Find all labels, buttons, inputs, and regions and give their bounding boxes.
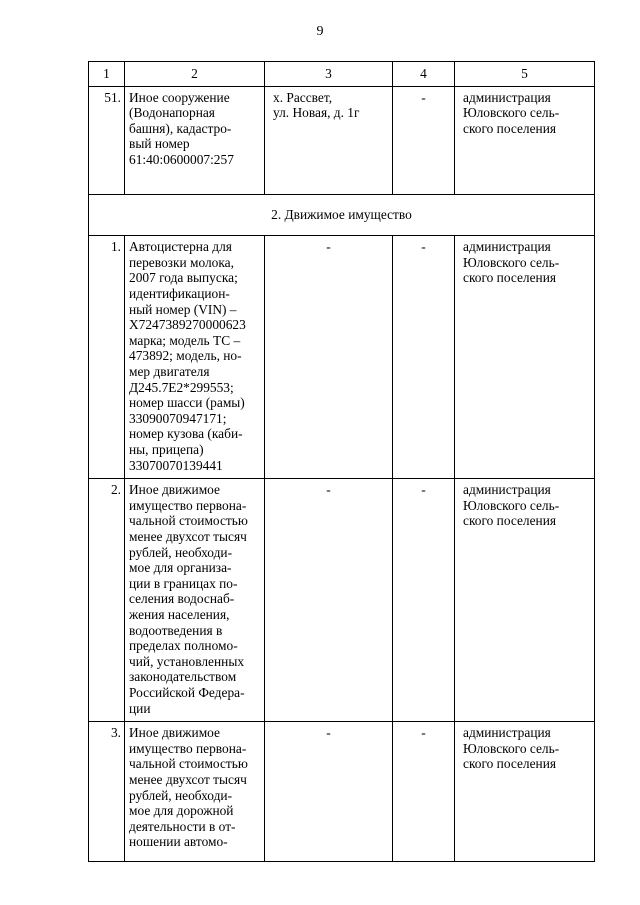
object-name: Иное движимое имущество первона- чальной стоимостью менее двухсот тысяч рублей, необходи- мое для дорожной деятельности в от- ношении автомо- bbox=[125, 722, 265, 862]
section-title: 2. Движимое имущество bbox=[89, 194, 595, 236]
object-address: - bbox=[265, 479, 393, 722]
header-row bbox=[89, 62, 595, 87]
object-col4: - bbox=[393, 236, 455, 479]
object-owner: администрация Юловского сель- ского поселения bbox=[455, 86, 595, 194]
table-row bbox=[89, 236, 595, 479]
object-owner: администрация Юловского сель- ского поселения bbox=[455, 236, 595, 479]
object-name: Автоцистерна для перевозки молока, 2007 года выпуска; идентификацион- ный номер (VIN) – X7247389270000623 марка; модель ТС – 473892; модель, но- мер двигателя Д245.7Е2*299553; номер шасси (рамы) 33090070947171; номер кузова (каби- ны, прицепа) 33070070139441 bbox=[125, 236, 265, 479]
page-number: 9 bbox=[316, 24, 324, 39]
table-row bbox=[89, 722, 595, 862]
object-owner: администрация Юловского сель- ского поселения bbox=[455, 722, 595, 862]
object-name: Иное сооружение (Водонапорная башня), кадастро- вый номер 61:40:0600007:257 bbox=[125, 86, 265, 194]
table-row bbox=[89, 86, 595, 194]
table-row bbox=[89, 479, 595, 722]
header-col-4: 4 bbox=[393, 62, 455, 87]
header-col-5: 5 bbox=[455, 62, 595, 87]
object-name: Иное движимое имущество первона- чальной стоимостью менее двухсот тысяч рублей, необходи- мое для организа- ции в границах по- селения водоснаб- жения населения, водоотведения в пределах полномо- чий, установленных законодательством Российской Федера- ции bbox=[125, 479, 265, 722]
object-col4: - bbox=[393, 722, 455, 862]
property-register-table bbox=[88, 61, 595, 862]
row-number: 2. bbox=[89, 479, 125, 722]
object-address: х. Рассвет, ул. Новая, д. 1г bbox=[265, 86, 393, 194]
object-address: - bbox=[265, 236, 393, 479]
row-number: 1. bbox=[89, 236, 125, 479]
header-col-2: 2 bbox=[125, 62, 265, 87]
object-address: - bbox=[265, 722, 393, 862]
header-col-1: 1 bbox=[89, 62, 125, 87]
row-number: 3. bbox=[89, 722, 125, 862]
section-row bbox=[89, 194, 595, 236]
row-number: 51. bbox=[89, 86, 125, 194]
object-col4: - bbox=[393, 479, 455, 722]
object-col4: - bbox=[393, 86, 455, 194]
header-col-3: 3 bbox=[265, 62, 393, 87]
object-owner: администрация Юловского сель- ского поселения bbox=[455, 479, 595, 722]
